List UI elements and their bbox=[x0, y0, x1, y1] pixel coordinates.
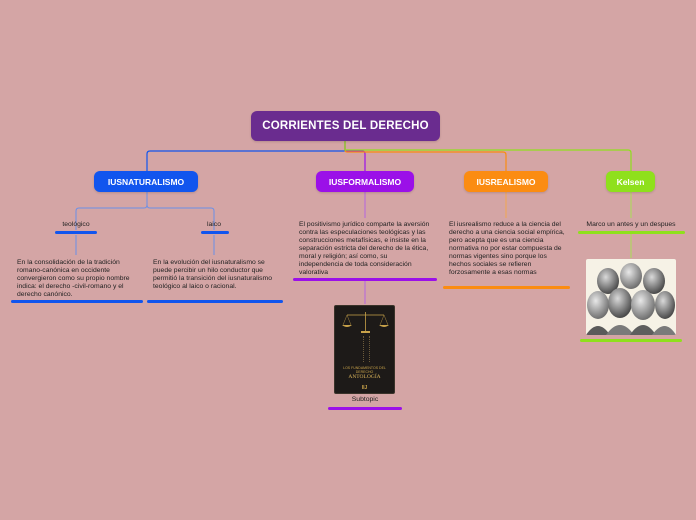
kelsen-underline bbox=[578, 231, 685, 234]
topic-iusnaturalismo-title: IUSNATURALISMO bbox=[107, 176, 185, 187]
laico-text[interactable]: En la evolución del iusnaturalismo se puede percibir un hilo conductor que permitió la transición del iusnaturalismo teológico al laico o racional. bbox=[153, 259, 272, 290]
topic-iusrealismo-title: IUSREALISMO bbox=[476, 176, 536, 187]
book-publisher: IIJ bbox=[361, 385, 368, 391]
topic-iusrealismo[interactable] bbox=[464, 171, 548, 192]
laico-underline bbox=[147, 300, 283, 303]
topic-kelsen[interactable] bbox=[606, 171, 655, 192]
root-title: CORRIENTES DEL DERECHO bbox=[262, 120, 429, 132]
topic-iusnaturalismo[interactable] bbox=[94, 171, 198, 192]
kelsen-text[interactable]: Marco un antes y un despues bbox=[586, 221, 676, 228]
book-cover-image[interactable] bbox=[334, 305, 395, 394]
iusformalismo-underline bbox=[293, 278, 437, 281]
subtopic-teologico-label[interactable]: teológico bbox=[62, 221, 90, 228]
philosophers-busts-image[interactable] bbox=[586, 259, 676, 335]
subtopic-laico-underline bbox=[201, 231, 229, 234]
scales-of-justice-icon bbox=[341, 310, 390, 334]
book-title-antologia: ANTOLOGÍA bbox=[348, 374, 381, 380]
teologico-text[interactable]: En la consolidación de la tradición romano-canónica en occidente convergieron como su propio nombre indica: el derecho -civil-romano y el derecho canónico. bbox=[17, 259, 130, 298]
portrait-underline bbox=[580, 339, 682, 342]
topic-kelsen-title: Kelsen bbox=[616, 176, 645, 187]
busts-illustration bbox=[586, 259, 676, 335]
subtopic-laico-label[interactable]: laico bbox=[207, 221, 221, 228]
subtopic-label[interactable]: Subtopic bbox=[351, 396, 379, 403]
teologico-underline bbox=[11, 300, 143, 303]
iusrealismo-underline bbox=[443, 286, 570, 289]
book-spine-decoration bbox=[363, 336, 370, 362]
iusformalismo-text[interactable]: El positivismo jurídico comparte la aversión contra las especulaciones teológicas y las construcciones metafísicas, e insiste en la separación estricta del derecho de la ética, moral y religión; así como, su independencia de toda consideración valorativa bbox=[299, 221, 430, 276]
subtopic-teologico-underline bbox=[55, 231, 97, 234]
topic-iusformalismo[interactable] bbox=[316, 171, 414, 192]
iusrealismo-text[interactable]: El iusrealismo reduce a la ciencia del derecho a una ciencia social empírica, pero acepta que es una ciencia normativa no por estar compuesta de normas vigentes sino porque los hechos sociales se refieren forzosamente a esas normas bbox=[449, 221, 565, 276]
book-title-line: LOS FUNDAMENTOS DEL DERECHO bbox=[343, 366, 386, 374]
root-topic[interactable] bbox=[251, 111, 440, 141]
subtopic-underline bbox=[328, 407, 402, 410]
topic-iusformalismo-title: IUSFORMALISMO bbox=[328, 176, 402, 187]
